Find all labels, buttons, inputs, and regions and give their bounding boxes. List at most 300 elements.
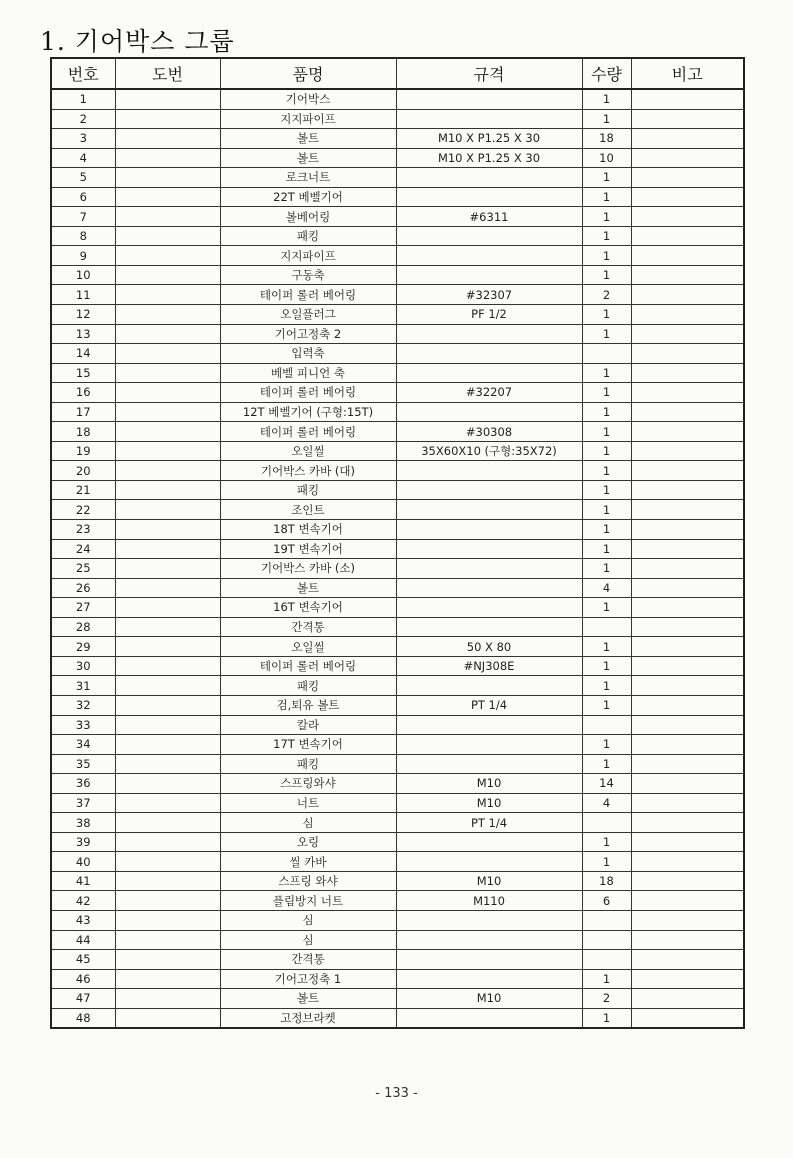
cell-drawing-number (115, 656, 220, 676)
cell-drawing-number (115, 500, 220, 520)
cell-part-name: 심 (220, 910, 396, 930)
cell-specification (396, 265, 582, 285)
cell-number: 19 (51, 441, 115, 461)
cell-drawing-number (115, 754, 220, 774)
cell-specification: M10 (396, 989, 582, 1009)
cell-remarks (631, 148, 744, 168)
cell-quantity: 2 (582, 285, 631, 305)
cell-remarks (631, 559, 744, 579)
cell-part-name: 오링 (220, 832, 396, 852)
cell-part-name: 씰 카바 (220, 852, 396, 872)
table-row (51, 500, 744, 520)
cell-part-name: 볼트 (220, 989, 396, 1009)
cell-quantity: 6 (582, 891, 631, 911)
cell-part-name: 간격통 (220, 950, 396, 970)
table-row (51, 89, 744, 109)
cell-quantity: 4 (582, 793, 631, 813)
cell-remarks (631, 578, 744, 598)
cell-number: 18 (51, 422, 115, 442)
cell-remarks (631, 930, 744, 950)
cell-quantity: 1 (582, 402, 631, 422)
cell-drawing-number (115, 715, 220, 735)
header-number: 번호 (51, 58, 115, 89)
table-row (51, 422, 744, 442)
cell-drawing-number (115, 539, 220, 559)
cell-number: 2 (51, 109, 115, 129)
cell-specification: 50 X 80 (396, 637, 582, 657)
cell-remarks (631, 187, 744, 207)
cell-part-name: 12T 베벨기어 (구형:15T) (220, 402, 396, 422)
cell-part-name: 고정브라켓 (220, 1008, 396, 1028)
cell-drawing-number (115, 129, 220, 149)
cell-number: 28 (51, 617, 115, 637)
table-row (51, 383, 744, 403)
cell-part-name: 너트 (220, 793, 396, 813)
cell-drawing-number (115, 305, 220, 325)
cell-part-name: 기어박스 카바 (대) (220, 461, 396, 481)
cell-remarks (631, 441, 744, 461)
cell-drawing-number (115, 989, 220, 1009)
table-row (51, 265, 744, 285)
cell-specification (396, 559, 582, 579)
cell-part-name: 패킹 (220, 676, 396, 696)
table-row (51, 832, 744, 852)
cell-quantity: 1 (582, 265, 631, 285)
cell-specification: PT 1/4 (396, 813, 582, 833)
cell-remarks (631, 695, 744, 715)
cell-part-name: 16T 변속기어 (220, 598, 396, 618)
table-row (51, 441, 744, 461)
cell-part-name: 테이퍼 롤러 베어링 (220, 285, 396, 305)
cell-number: 7 (51, 207, 115, 227)
cell-remarks (631, 539, 744, 559)
cell-part-name: 조인트 (220, 500, 396, 520)
table-row (51, 402, 744, 422)
cell-part-name: 기어박스 카바 (소) (220, 559, 396, 579)
cell-drawing-number (115, 168, 220, 188)
cell-number: 39 (51, 832, 115, 852)
cell-drawing-number (115, 344, 220, 364)
cell-quantity: 1 (582, 676, 631, 696)
cell-quantity: 1 (582, 735, 631, 755)
cell-remarks (631, 89, 744, 109)
table-row (51, 480, 744, 500)
header-part-name: 품명 (220, 58, 396, 89)
cell-number: 4 (51, 148, 115, 168)
cell-quantity: 1 (582, 832, 631, 852)
cell-part-name: 22T 베벨기어 (220, 187, 396, 207)
cell-part-name: 심 (220, 813, 396, 833)
cell-quantity: 1 (582, 480, 631, 500)
cell-number: 47 (51, 989, 115, 1009)
cell-number: 9 (51, 246, 115, 266)
cell-drawing-number (115, 383, 220, 403)
cell-specification: #6311 (396, 207, 582, 227)
cell-quantity: 1 (582, 539, 631, 559)
cell-specification (396, 226, 582, 246)
table-row (51, 793, 744, 813)
cell-specification: #32307 (396, 285, 582, 305)
table-row (51, 891, 744, 911)
cell-specification: M10 (396, 793, 582, 813)
table-row (51, 715, 744, 735)
cell-number: 8 (51, 226, 115, 246)
cell-remarks (631, 226, 744, 246)
cell-number: 40 (51, 852, 115, 872)
cell-remarks (631, 383, 744, 403)
cell-part-name: 로크너트 (220, 168, 396, 188)
cell-quantity: 10 (582, 148, 631, 168)
cell-number: 5 (51, 168, 115, 188)
cell-drawing-number (115, 363, 220, 383)
cell-quantity (582, 344, 631, 364)
cell-number: 31 (51, 676, 115, 696)
parts-table (50, 57, 745, 1029)
cell-number: 13 (51, 324, 115, 344)
cell-remarks (631, 969, 744, 989)
cell-part-name: 베벨 피니언 축 (220, 363, 396, 383)
table-row (51, 676, 744, 696)
cell-part-name: 볼트 (220, 129, 396, 149)
cell-quantity: 1 (582, 441, 631, 461)
cell-quantity: 1 (582, 305, 631, 325)
cell-specification (396, 520, 582, 540)
cell-number: 48 (51, 1008, 115, 1028)
table-row (51, 148, 744, 168)
cell-part-name: 스프링와샤 (220, 774, 396, 794)
cell-remarks (631, 265, 744, 285)
cell-part-name: 구동축 (220, 265, 396, 285)
cell-part-name: 패킹 (220, 226, 396, 246)
table-row (51, 950, 744, 970)
cell-number: 21 (51, 480, 115, 500)
cell-specification: PT 1/4 (396, 695, 582, 715)
cell-drawing-number (115, 617, 220, 637)
cell-specification (396, 187, 582, 207)
cell-specification: #32207 (396, 383, 582, 403)
cell-quantity: 1 (582, 637, 631, 657)
cell-number: 38 (51, 813, 115, 833)
cell-specification (396, 578, 582, 598)
cell-part-name: 간격통 (220, 617, 396, 637)
cell-remarks (631, 715, 744, 735)
cell-part-name: 입력축 (220, 344, 396, 364)
cell-specification: M10 (396, 871, 582, 891)
cell-drawing-number (115, 598, 220, 618)
cell-quantity: 1 (582, 168, 631, 188)
cell-specification: 35X60X10 (구형:35X72) (396, 441, 582, 461)
cell-number: 41 (51, 871, 115, 891)
cell-number: 43 (51, 910, 115, 930)
cell-part-name: 18T 변속기어 (220, 520, 396, 540)
cell-remarks (631, 910, 744, 930)
cell-remarks (631, 422, 744, 442)
cell-quantity: 1 (582, 246, 631, 266)
cell-number: 17 (51, 402, 115, 422)
cell-part-name: 지지파이프 (220, 246, 396, 266)
cell-drawing-number (115, 832, 220, 852)
cell-specification (396, 910, 582, 930)
cell-part-name: 패킹 (220, 480, 396, 500)
cell-part-name: 기어고정축 1 (220, 969, 396, 989)
cell-quantity: 4 (582, 578, 631, 598)
cell-specification (396, 324, 582, 344)
cell-remarks (631, 950, 744, 970)
cell-number: 44 (51, 930, 115, 950)
table-row (51, 852, 744, 872)
cell-number: 27 (51, 598, 115, 618)
table-row (51, 324, 744, 344)
cell-drawing-number (115, 578, 220, 598)
cell-number: 6 (51, 187, 115, 207)
table-row (51, 539, 744, 559)
cell-remarks (631, 305, 744, 325)
cell-specification (396, 754, 582, 774)
cell-quantity: 1 (582, 187, 631, 207)
cell-remarks (631, 891, 744, 911)
table-row (51, 305, 744, 325)
table-row (51, 774, 744, 794)
table-row (51, 246, 744, 266)
table-row (51, 1008, 744, 1028)
cell-quantity (582, 813, 631, 833)
table-row (51, 559, 744, 579)
cell-part-name: 오일플러그 (220, 305, 396, 325)
cell-remarks (631, 989, 744, 1009)
cell-drawing-number (115, 246, 220, 266)
cell-quantity: 18 (582, 129, 631, 149)
cell-quantity (582, 950, 631, 970)
cell-part-name: 17T 변속기어 (220, 735, 396, 755)
cell-specification (396, 1008, 582, 1028)
cell-part-name: 기어박스 (220, 89, 396, 109)
cell-remarks (631, 207, 744, 227)
header-quantity: 수량 (582, 58, 631, 89)
cell-part-name: 플림방지 너트 (220, 891, 396, 911)
cell-remarks (631, 480, 744, 500)
cell-specification: M10 (396, 774, 582, 794)
cell-specification: #30308 (396, 422, 582, 442)
cell-number: 25 (51, 559, 115, 579)
cell-drawing-number (115, 109, 220, 129)
cell-number: 35 (51, 754, 115, 774)
cell-number: 30 (51, 656, 115, 676)
cell-quantity: 1 (582, 109, 631, 129)
cell-part-name: 19T 변속기어 (220, 539, 396, 559)
cell-quantity: 1 (582, 656, 631, 676)
cell-drawing-number (115, 207, 220, 227)
cell-drawing-number (115, 793, 220, 813)
cell-number: 36 (51, 774, 115, 794)
cell-drawing-number (115, 910, 220, 930)
cell-specification (396, 344, 582, 364)
cell-quantity: 1 (582, 500, 631, 520)
cell-specification (396, 500, 582, 520)
cell-number: 10 (51, 265, 115, 285)
cell-remarks (631, 129, 744, 149)
cell-quantity: 1 (582, 695, 631, 715)
cell-part-name: 심 (220, 930, 396, 950)
cell-remarks (631, 852, 744, 872)
cell-remarks (631, 1008, 744, 1028)
cell-quantity: 1 (582, 207, 631, 227)
table-row (51, 871, 744, 891)
cell-part-name: 검,퇴유 볼트 (220, 695, 396, 715)
cell-specification: PF 1/2 (396, 305, 582, 325)
cell-part-name: 테이퍼 롤러 베어링 (220, 422, 396, 442)
cell-part-name: 테이퍼 롤러 베어링 (220, 383, 396, 403)
cell-part-name: 기어고정축 2 (220, 324, 396, 344)
cell-remarks (631, 109, 744, 129)
cell-quantity (582, 617, 631, 637)
cell-drawing-number (115, 695, 220, 715)
cell-drawing-number (115, 441, 220, 461)
cell-number: 37 (51, 793, 115, 813)
cell-specification: #NJ308E (396, 656, 582, 676)
cell-drawing-number (115, 871, 220, 891)
cell-number: 46 (51, 969, 115, 989)
table-row (51, 930, 744, 950)
cell-quantity: 1 (582, 89, 631, 109)
cell-remarks (631, 598, 744, 618)
cell-drawing-number (115, 226, 220, 246)
cell-quantity: 1 (582, 226, 631, 246)
cell-quantity: 2 (582, 989, 631, 1009)
cell-remarks (631, 500, 744, 520)
cell-drawing-number (115, 265, 220, 285)
cell-quantity: 1 (582, 520, 631, 540)
cell-part-name: 칼라 (220, 715, 396, 735)
cell-specification (396, 402, 582, 422)
cell-quantity: 1 (582, 461, 631, 481)
cell-remarks (631, 344, 744, 364)
table-row (51, 969, 744, 989)
cell-drawing-number (115, 1008, 220, 1028)
cell-number: 16 (51, 383, 115, 403)
cell-specification (396, 480, 582, 500)
table-row (51, 617, 744, 637)
cell-number: 29 (51, 637, 115, 657)
cell-specification (396, 246, 582, 266)
cell-remarks (631, 656, 744, 676)
cell-remarks (631, 793, 744, 813)
table-header-row (51, 58, 744, 89)
cell-number: 42 (51, 891, 115, 911)
table-row (51, 754, 744, 774)
table-row (51, 578, 744, 598)
cell-part-name: 지지파이프 (220, 109, 396, 129)
cell-remarks (631, 676, 744, 696)
cell-part-name: 볼트 (220, 148, 396, 168)
cell-quantity: 1 (582, 383, 631, 403)
cell-drawing-number (115, 285, 220, 305)
table-row (51, 344, 744, 364)
cell-remarks (631, 402, 744, 422)
cell-number: 34 (51, 735, 115, 755)
cell-specification (396, 832, 582, 852)
table-row (51, 656, 744, 676)
cell-remarks (631, 363, 744, 383)
cell-specification (396, 969, 582, 989)
table-row (51, 207, 744, 227)
table-row (51, 989, 744, 1009)
cell-drawing-number (115, 89, 220, 109)
cell-number: 14 (51, 344, 115, 364)
cell-number: 11 (51, 285, 115, 305)
cell-drawing-number (115, 676, 220, 696)
table-row (51, 910, 744, 930)
table-row (51, 520, 744, 540)
cell-drawing-number (115, 324, 220, 344)
table-row (51, 461, 744, 481)
table-row (51, 598, 744, 618)
cell-remarks (631, 520, 744, 540)
cell-specification (396, 735, 582, 755)
cell-remarks (631, 246, 744, 266)
table-row (51, 363, 744, 383)
cell-part-name: 스프링 와샤 (220, 871, 396, 891)
cell-remarks (631, 168, 744, 188)
cell-drawing-number (115, 461, 220, 481)
cell-drawing-number (115, 813, 220, 833)
cell-quantity: 1 (582, 559, 631, 579)
cell-drawing-number (115, 402, 220, 422)
cell-quantity: 1 (582, 852, 631, 872)
table-row (51, 129, 744, 149)
cell-part-name: 테이퍼 롤러 베어링 (220, 656, 396, 676)
cell-remarks (631, 813, 744, 833)
table-row (51, 168, 744, 188)
cell-remarks (631, 735, 744, 755)
table-row (51, 109, 744, 129)
cell-remarks (631, 754, 744, 774)
cell-drawing-number (115, 559, 220, 579)
cell-remarks (631, 774, 744, 794)
cell-remarks (631, 461, 744, 481)
cell-quantity: 1 (582, 754, 631, 774)
table-row (51, 735, 744, 755)
cell-remarks (631, 617, 744, 637)
cell-quantity: 1 (582, 1008, 631, 1028)
cell-drawing-number (115, 148, 220, 168)
cell-specification (396, 617, 582, 637)
cell-specification (396, 363, 582, 383)
cell-number: 32 (51, 695, 115, 715)
cell-drawing-number (115, 520, 220, 540)
cell-quantity: 1 (582, 598, 631, 618)
cell-specification (396, 676, 582, 696)
cell-remarks (631, 871, 744, 891)
cell-number: 33 (51, 715, 115, 735)
cell-drawing-number (115, 637, 220, 657)
cell-quantity (582, 715, 631, 735)
header-specification: 규격 (396, 58, 582, 89)
cell-drawing-number (115, 930, 220, 950)
cell-quantity: 14 (582, 774, 631, 794)
cell-specification (396, 539, 582, 559)
cell-number: 22 (51, 500, 115, 520)
table-row (51, 285, 744, 305)
page-title: 1. 기어박스 그룹 (40, 27, 235, 56)
cell-number: 24 (51, 539, 115, 559)
cell-number: 23 (51, 520, 115, 540)
cell-drawing-number (115, 852, 220, 872)
cell-remarks (631, 637, 744, 657)
cell-number: 26 (51, 578, 115, 598)
cell-specification (396, 950, 582, 970)
cell-number: 15 (51, 363, 115, 383)
cell-part-name: 패킹 (220, 754, 396, 774)
